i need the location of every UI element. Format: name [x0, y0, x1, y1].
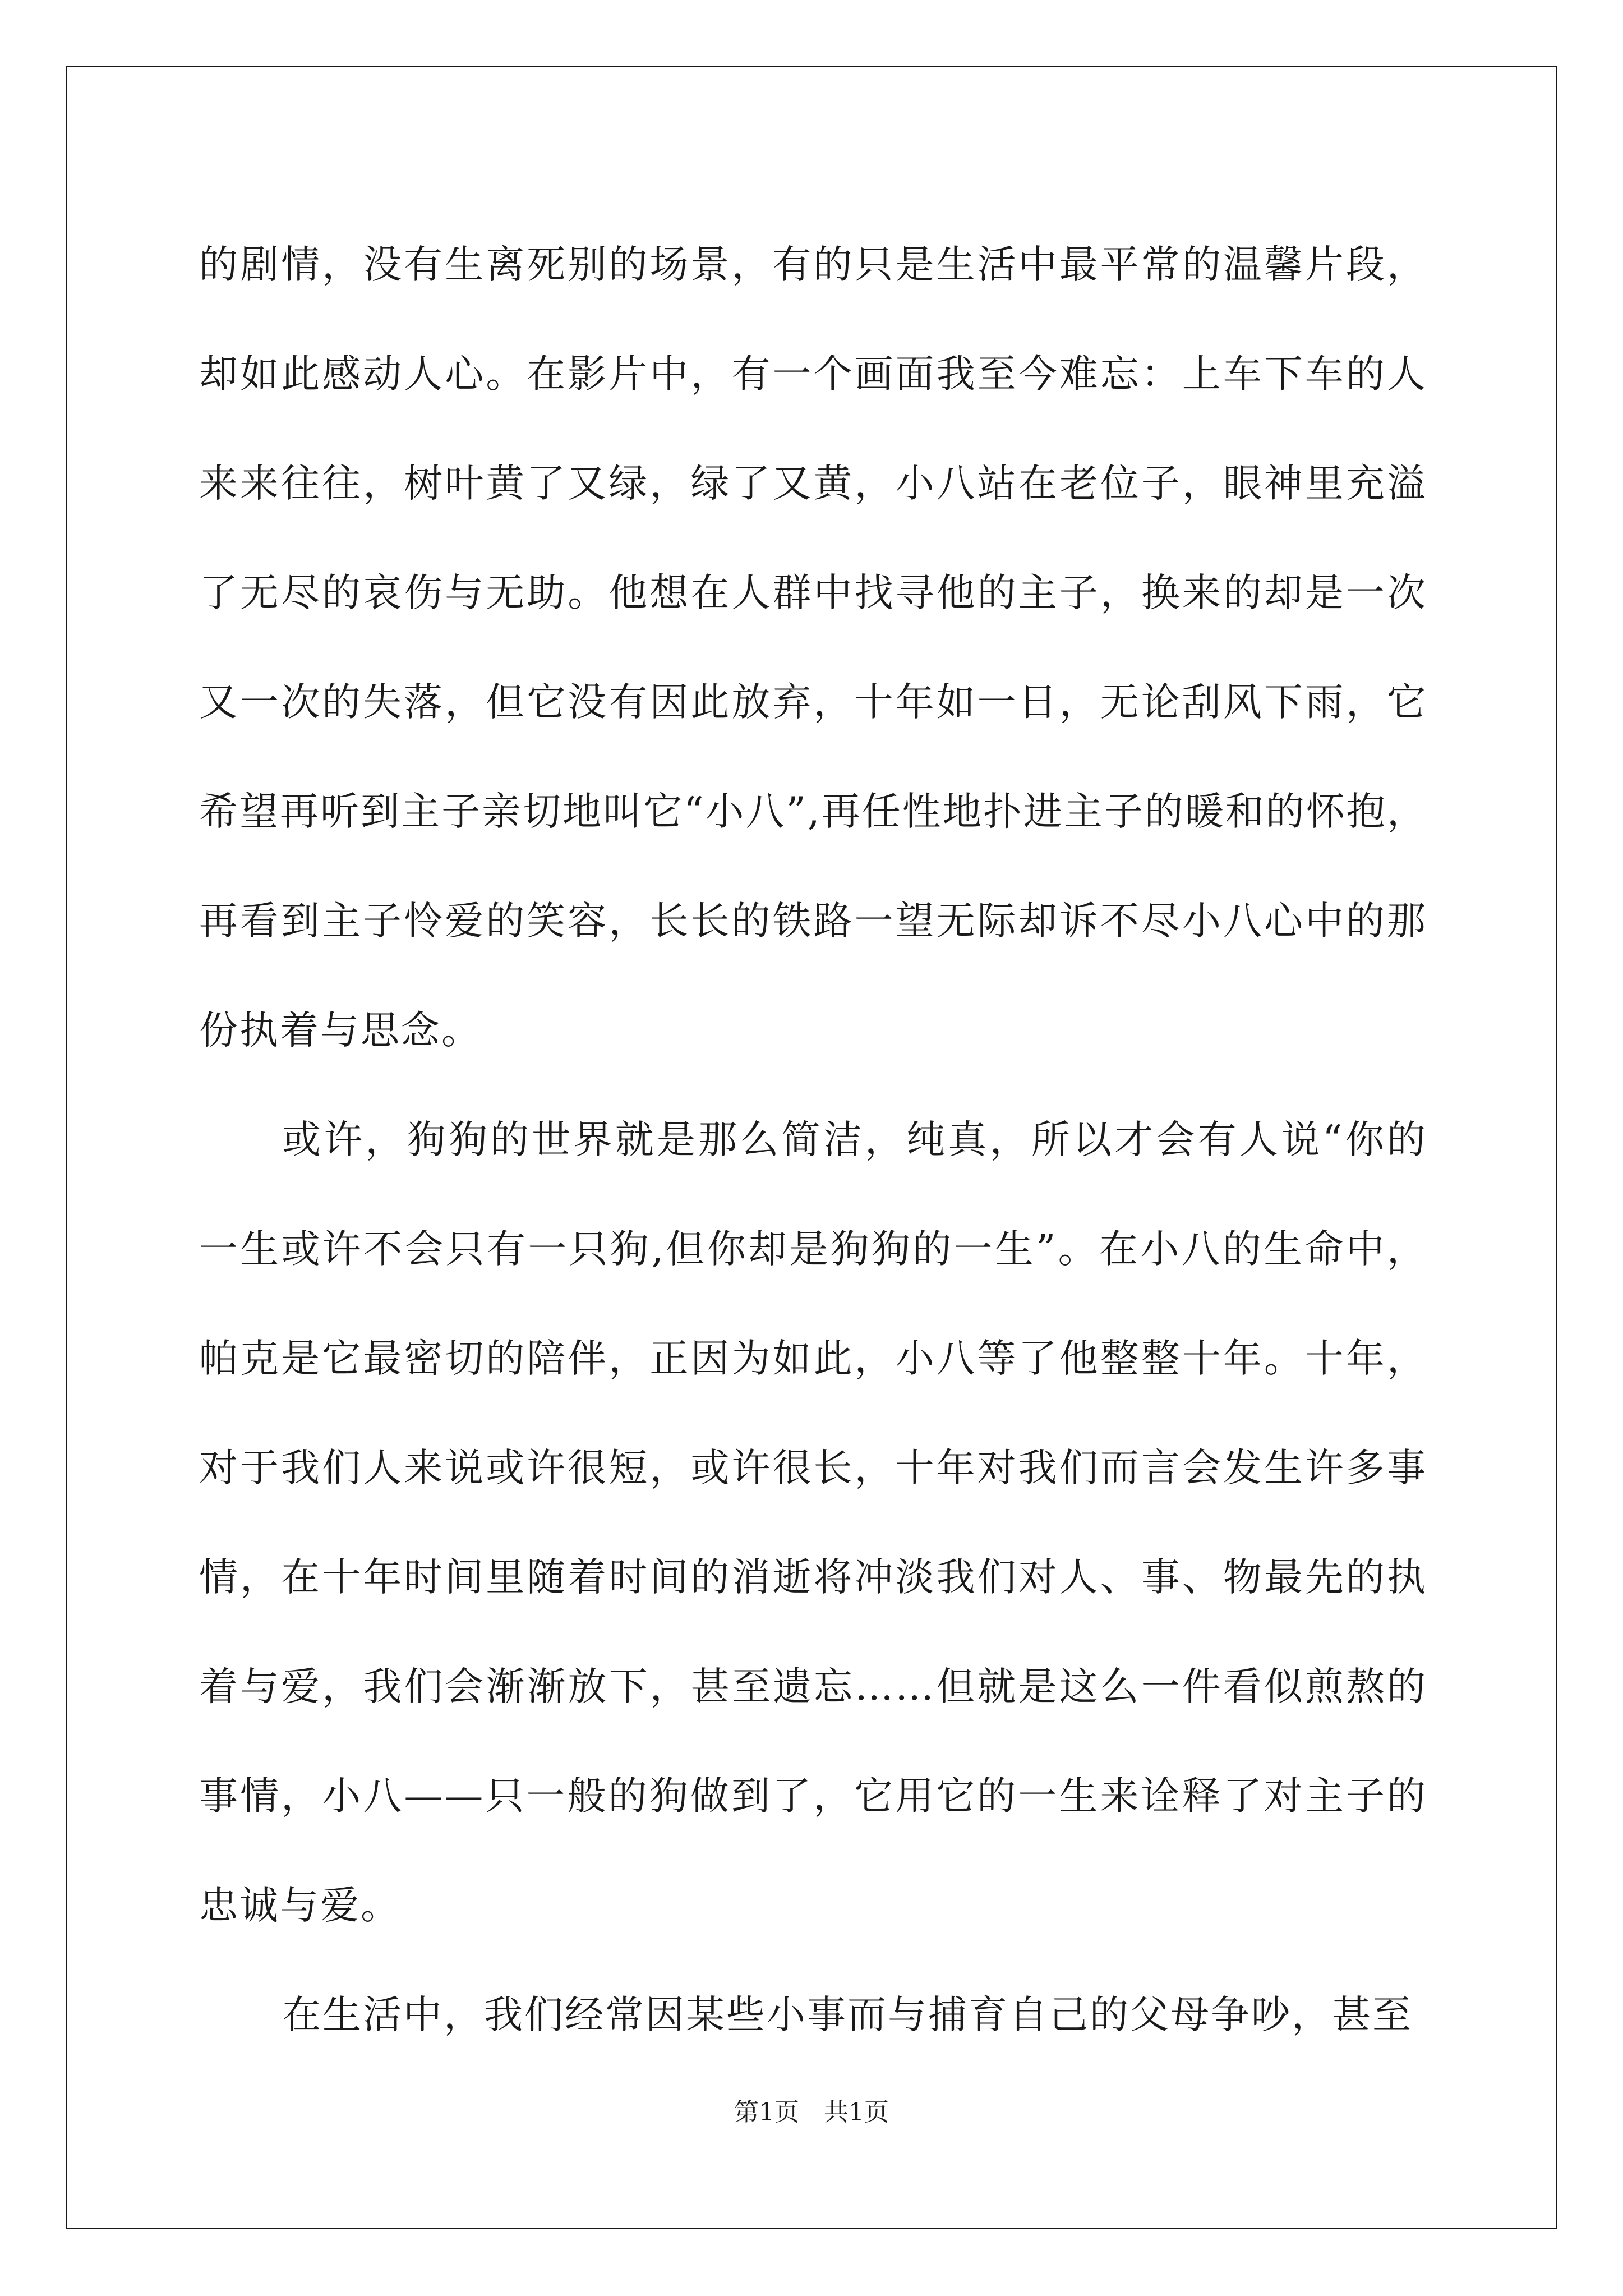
page-number-footer: 第1页 共1页: [734, 2098, 889, 2127]
paragraph-1: 的剧情，没有生离死别的场景，有的只是生活中最平常的温馨片段，却如此感动人心。在影片中，有一个画面我至今难忘：上车下车的人来来往往，树叶黄了又绿，绿了又黄，小八站在老位子，眼神里充溢了无尽的哀伤与无助。他想在人群中找寻他的主子，换来的却是一次又一次的失落，但它没有因此放弃，十年如一日，无论刮风下雨，它希望再听到主子亲切地叫它“小八”,再任性地扑进主子的暖和的怀抱，再看到主子怜爱的笑容，长长的铁路一望无际却诉不尽小八心中的那份执着与思念。: [199, 242, 1427, 1053]
paragraph-2: 或许，狗狗的世界就是那么简洁，纯真，所以才会有人说“你的一生或许不会只有一只狗,但你却是狗狗的一生”。在小八的生命中，帕克是它最密切的陪伴，正因为如此，小八等了他整整十年。十年，对于我们人来说或许很短，或许很长，十年对我们而言会发生许多事情，在十年时间里随着时间的消逝将冲淡我们对人、事、物最先的执着与爱，我们会渐渐放下，甚至遗忘……但就是这么一件看似煎熬的事情，小八——只一般的狗做到了，它用它的一生来诠释了对主子的忠诚与爱。: [199, 1117, 1427, 1928]
document-body: [199, 210, 1427, 2070]
paragraph-3: 在生活中，我们经常因某些小事而与捕育自己的父母争吵，甚至: [282, 1993, 1413, 2037]
